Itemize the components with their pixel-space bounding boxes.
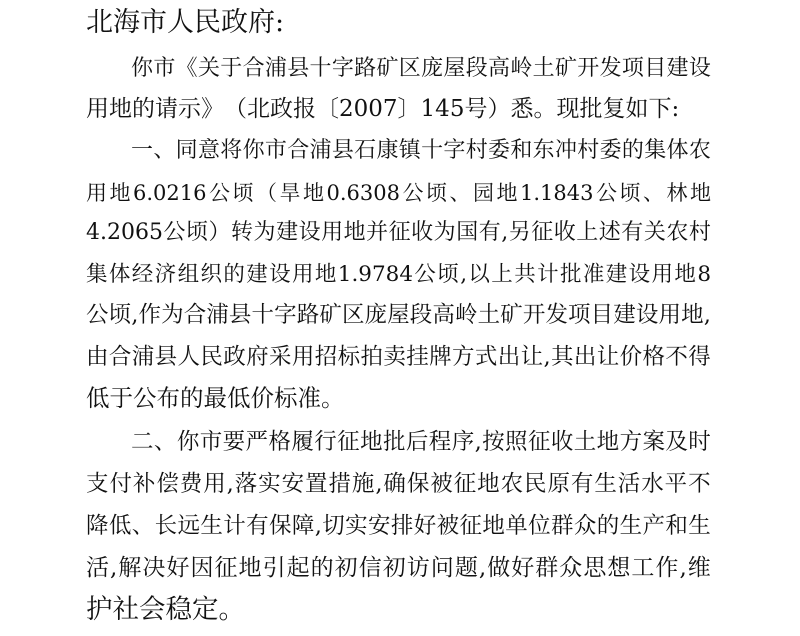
- paragraph-line: 低于公布的最低价标准。: [86, 384, 345, 412]
- paragraph-line: 4.2065 公 顷 ） 转 为 建 设 用 地 并 征 收 为 国 有 , 另 征 收 上 述 有 关 农 村: [86, 220, 711, 245]
- paragraph-line: 护社会稳定。: [86, 594, 245, 625]
- paragraph-line: 你 市 《 关 于 合 浦 县 十 字 路 矿 区 庞 屋 段 高 岭 土 矿 开 发 项 目 建 设: [131, 56, 711, 81]
- paragraph-line: 用 地 6.0216 公 顷 （ 旱 地 0.6308 公 顷 、 园 地 1.1843 公 顷 、 林 地: [86, 181, 711, 205]
- paragraph-line: 由 合 浦 县 人 民 政 府 采 用 招 标 拍 卖 挂 牌 方 式 出 让 , 其 出 让 价 格 不 得: [86, 344, 711, 370]
- paragraph-line: 降 低 、 长 远 生 计 有 保 障 , 切 实 安 排 好 被 征 地 单 位 群 众 的 生 产 和 生: [86, 513, 711, 539]
- paragraph-line: 集 体 经 济 组 织 的 建 设 用 地 1.9784 公 顷 , 以 上 共 计 批 准 建 设 用 地 8: [86, 262, 711, 287]
- paragraph-line: 二 、 你 市 要 严 格 履 行 征 地 批 后 程 序 , 按 照 征 收 土 地 方 案 及 时: [131, 429, 711, 455]
- paragraph-line: 公 顷 , 作 为 合 浦 县 十 字 路 矿 区 庞 屋 段 高 岭 土 矿 开 发 项 目 建 设 用 地 ,: [86, 302, 711, 328]
- addressee: 北海市人民政府:: [86, 7, 285, 38]
- paragraph-line: 支 付 补 偿 费 用 , 落 实 安 置 措 施 , 确 保 被 征 地 农 民 原 有 生 活 水 平 不: [86, 471, 711, 497]
- paragraph-line: 用 地 的 请 示 》 （ 北 政 报 〔 2007 〕 145 号 ） 悉 。 现 批 复 如 下 :: [86, 96, 680, 122]
- paragraph-line: 一 、 同 意 将 你 市 合 浦 县 石 康 镇 十 字 村 委 和 东 冲 村 委 的 集 体 农: [131, 138, 711, 163]
- paragraph-line: 活 , 解 决 好 因 征 地 引 起 的 初 信 初 访 问 题 , 做 好 群 众 思 想 工 作 , 维: [86, 555, 711, 581]
